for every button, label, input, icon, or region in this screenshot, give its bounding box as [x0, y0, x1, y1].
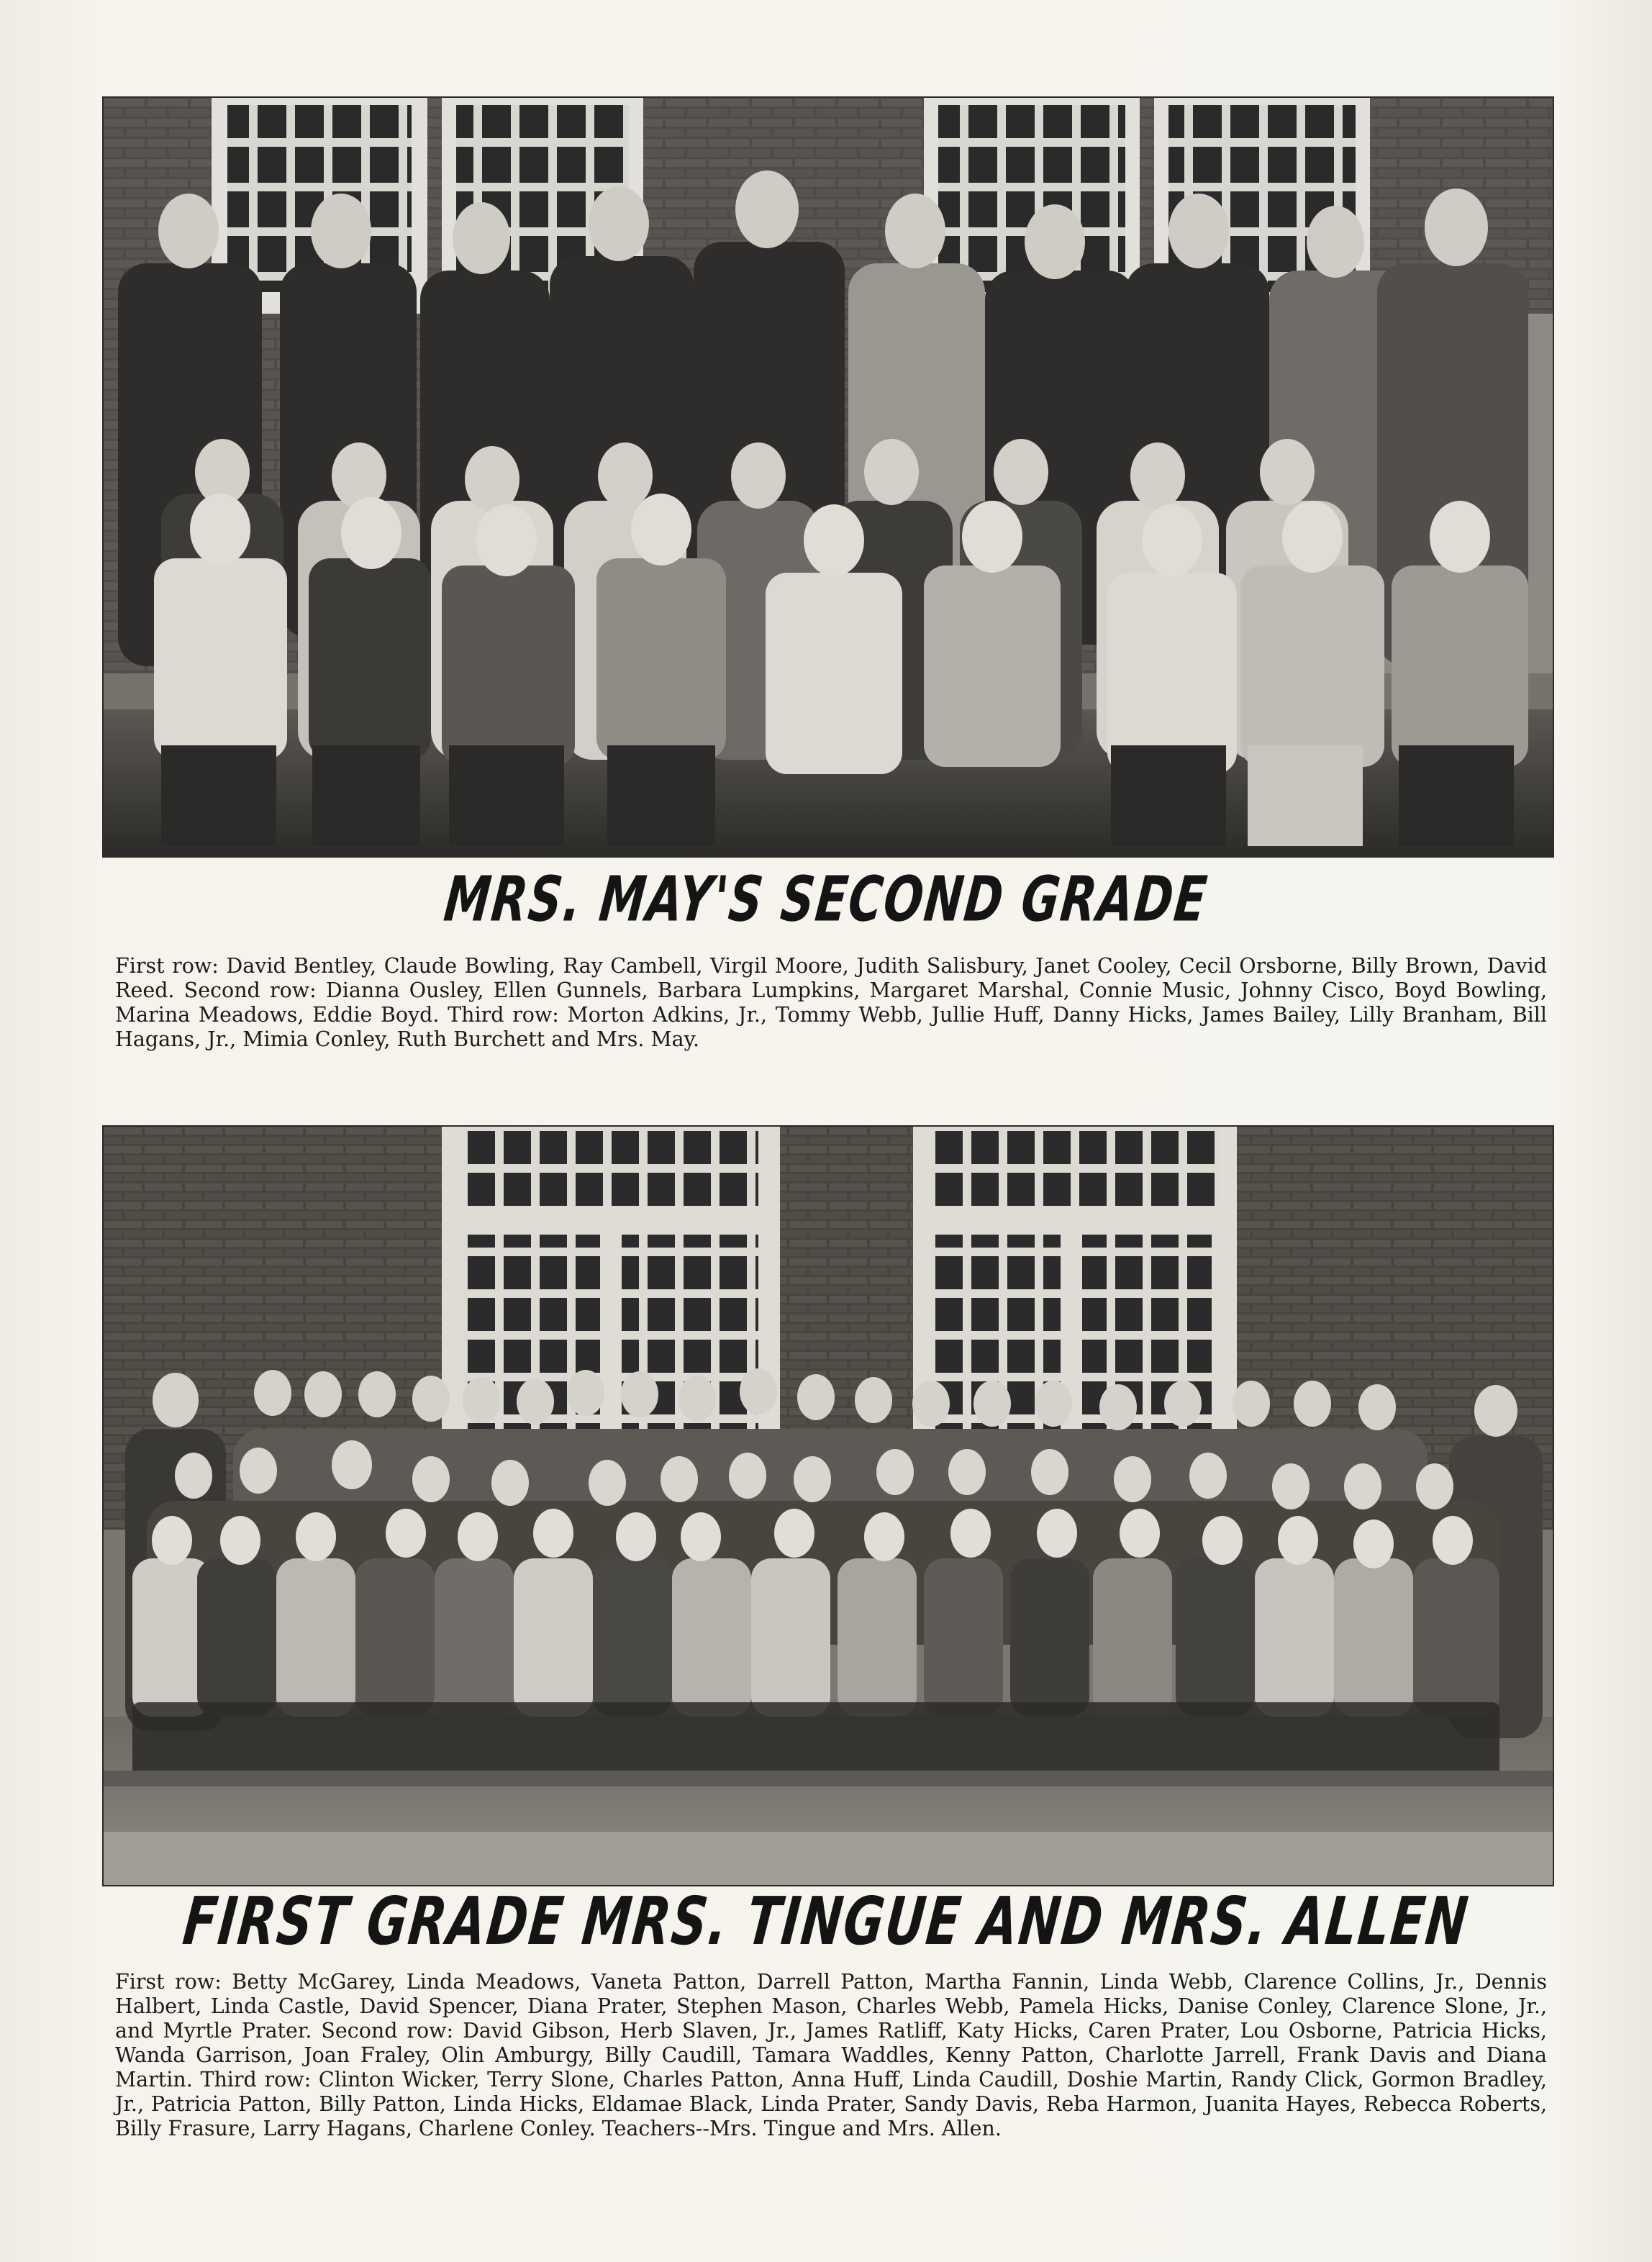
- second-grade-photo-graphic: [104, 98, 1553, 856]
- second-grade-caption: First row: David Bentley, Claude Bowling, Ray Cambell, Virgil Moore, Judith Salisbury, Janet Cooley, Cecil Orsborne, Billy Brown, David Reed. Second row: Dianna Ousley, Ellen Gunnels, Barbara Lumpkins, Margaret Marshal, Connie Music, Johnny Cisco, Boyd Bowling, Marina Meadows, Eddie Boyd. Third row: Morton Adkins, Jr., Tommy Webb, Jullie Huff, Danny Hicks, James Bailey, Lilly Branham, Bill Hagans, Jr., Mimia Conley, Ruth Burchett and Mrs. May.: [115, 954, 1547, 1051]
- first-grade-photo-graphic: [104, 1127, 1553, 1885]
- first-grade-heading: FIRST GRADE MRS. TINGUE AND MRS. ALLEN: [179, 1884, 1473, 1961]
- first-grade-caption: First row: Betty McGarey, Linda Meadows, Vaneta Patton, Darrell Patton, Martha Fannin, Linda Webb, Clarence Collins, Jr., Dennis Halbert, Linda Castle, David Spencer, Diana Prater, Stephen Mason, Charles Webb, Pamela Hicks, Danise Conley, Clarence Slone, Jr., and Myrtle Prater. Second row: David Gibson, Herb Slaven, Jr., James Ratliff, Katy Hicks, Caren Prater, Lou Osborne, Patricia Hicks, Wanda Garrison, Joan Fraley, Olin Amburgy, Billy Caudill, Tamara Waddles, Kenny Patton, Charlotte Jarrell, Frank Davis and Diana Martin. Third row: Clinton Wicker, Terry Slone, Charles Patton, Anna Huff, Linda Caudill, Doshie Martin, Randy Click, Gormon Bradley, Jr., Patricia Patton, Billy Patton, Linda Hicks, Eldamae Black, Linda Prater, Sandy Davis, Reba Harmon, Juanita Hayes, Rebecca Roberts, Billy Frasure, Larry Hagans, Charlene Conley. Teachers--Mrs. Tingue and Mrs. Allen.: [115, 1970, 1547, 2140]
- first-grade-class-photo: [104, 1127, 1553, 1885]
- second-grade-heading: MRS. MAY'S SECOND GRADE: [440, 864, 1212, 936]
- second-grade-class-photo: [104, 98, 1553, 856]
